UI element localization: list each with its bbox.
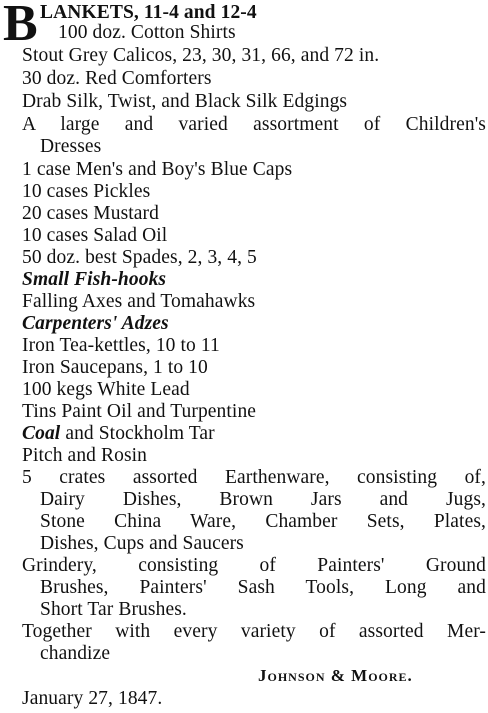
heading-line: LANKETS, 11-4 and 12-4 <box>40 2 257 23</box>
ad-line: Stout Grey Calicos, 23, 30, 31, 66, and 72 in. <box>22 45 380 66</box>
ad-line: A large and varied assortment of Children's <box>22 114 486 135</box>
ad-line: Drab Silk, Twist, and Black Silk Edgings <box>22 91 348 112</box>
ad-line: Pitch and Rosin <box>22 445 148 466</box>
ad-line: Iron Tea-kettles, 10 to 11 <box>22 335 220 356</box>
ad-line: 1 case Men's and Boy's Blue Caps <box>22 159 293 180</box>
ad-line-rest: and Stockholm Tar <box>65 423 215 444</box>
ad-line: 50 doz. best Spades, 2, 3, 4, 5 <box>22 247 257 268</box>
ad-line: chandize <box>40 643 111 664</box>
ad-line: 10 cases Pickles <box>22 181 151 202</box>
ad-line: Tins Paint Oil and Turpentine <box>22 401 257 422</box>
ad-line: 100 kegs White Lead <box>22 379 190 400</box>
ad-line: 20 cases Mustard <box>22 203 159 224</box>
ad-line: 100 doz. Cotton Shirts <box>58 22 236 43</box>
ad-line: Carpenters' Adzes <box>22 313 169 334</box>
ad-line: 30 doz. Red Comforters <box>22 68 212 89</box>
date-line: January 27, 1847. <box>22 688 163 709</box>
ad-line: Dishes, Cups and Saucers <box>40 533 244 554</box>
ad-line: Together with every variety of assorted Mer- <box>22 621 486 642</box>
ad-line: Stone China Ware, Chamber Sets, Plates, <box>40 511 486 532</box>
signature: Johnson & Moore. <box>258 666 413 685</box>
ad-line: 5 crates assorted Earthenware, consisting of, <box>22 467 486 488</box>
ad-line: 10 cases Salad Oil <box>22 225 168 246</box>
ad-line <box>22 423 215 445</box>
ad-line: Short Tar Brushes. <box>40 599 187 620</box>
ad-line: Grindery, consisting of Painters' Ground <box>22 555 486 576</box>
ad-line: Falling Axes and Tomahawks <box>22 291 256 312</box>
ad-line: Iron Saucepans, 1 to 10 <box>22 357 208 378</box>
drop-cap: B <box>3 0 38 52</box>
ad-line-italic-word: Coal <box>22 423 61 444</box>
ad-line: Dresses <box>40 136 102 157</box>
ad-line: Brushes, Painters' Sash Tools, Long and <box>40 577 486 598</box>
ad-line: Dairy Dishes, Brown Jars and Jugs, <box>40 489 486 510</box>
ad-line: Small Fish-hooks <box>22 269 167 290</box>
